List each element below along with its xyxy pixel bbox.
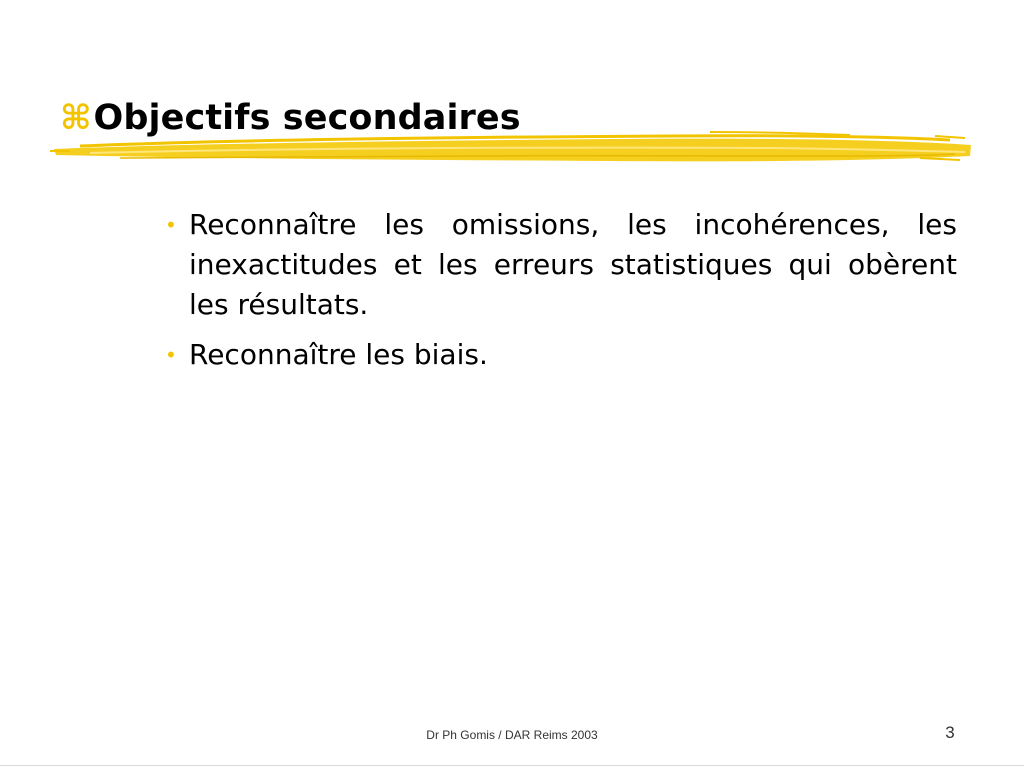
slide-title [60, 92, 521, 144]
bullet-list [165, 205, 957, 385]
footer-credit: Dr Ph Gomis / DAR Reims 2003 [426, 728, 598, 742]
bottom-rule [0, 765, 1024, 766]
command-key-icon: ⌘ [60, 98, 92, 138]
page-number: 3 [945, 723, 955, 742]
title-text: Objectifs secondaires [93, 97, 521, 138]
bullet-icon: • [165, 213, 177, 237]
bullet-item [165, 205, 957, 325]
bullet-item [165, 335, 957, 375]
bullet-icon: • [165, 343, 177, 367]
bullet-text: Reconnaître les omissions, les incohérences, les inexactitudes et les erreurs statistiques qui obèrent les résultats. [189, 208, 957, 321]
bullet-text: Reconnaître les biais. [189, 338, 488, 371]
